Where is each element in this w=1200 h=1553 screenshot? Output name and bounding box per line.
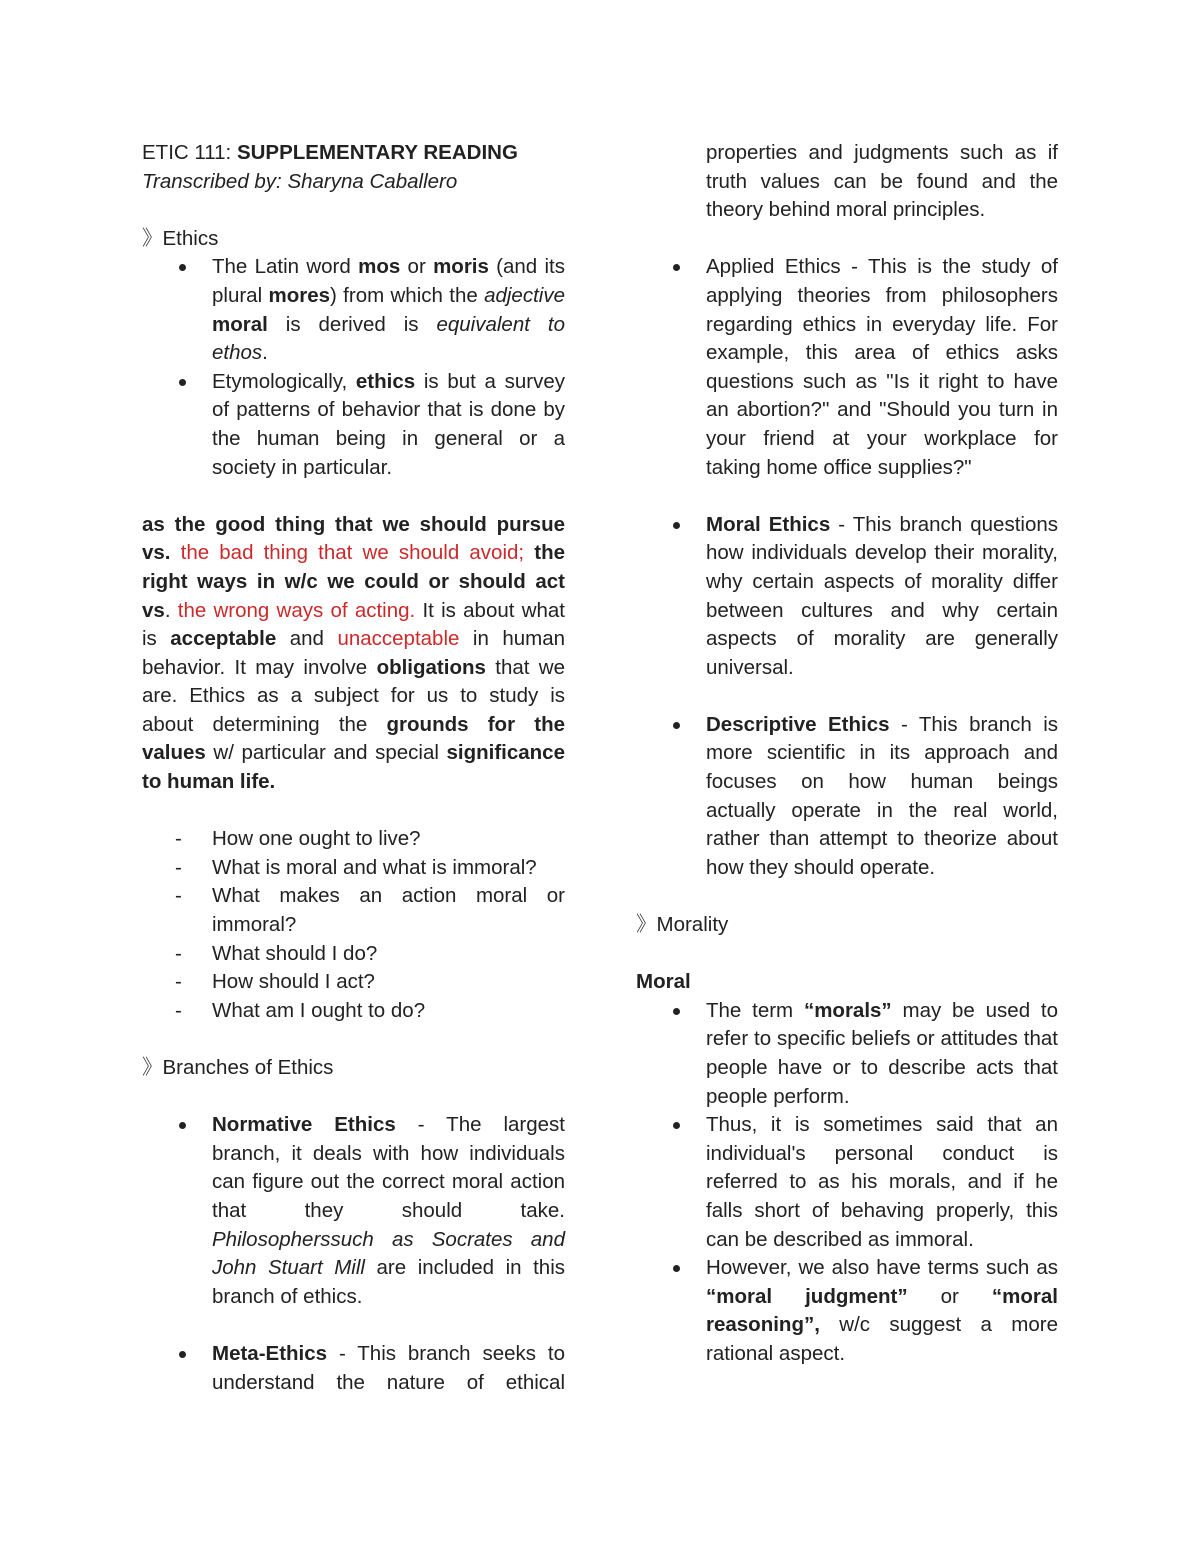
list-item-descriptive-ethics: Descriptive Ethics - This branch is more scientific in its approach and focuses on how human beings actually operate in the real world, rather than attempt to theorize about how they should operate. <box>636 711 1058 883</box>
questions-list <box>142 825 565 1025</box>
ethics-definition-paragraph: as the good thing that we should pursue vs. the bad thing that we should avoid; the right ways in w/c we could or should act vs. the wrong ways of acting. It is about what is acceptable and unacceptable in human behavior. It may involve obligations that we are. Ethics as a subject for us to study is about determining the grounds for the values w/ particular and special significance to human life. <box>142 512 566 794</box>
list-item: The Latin word mos or moris (and its plural mores) from which the adjective moral is derived is equivalent to ethos. <box>142 253 565 367</box>
branches-list-right-3 <box>636 711 1058 883</box>
left-column <box>142 139 565 1397</box>
ethics-bullet-list <box>142 253 565 482</box>
section-heading-branches: 》Branches of Ethics <box>142 1056 334 1079</box>
section-heading-morality: 》Morality <box>636 913 729 937</box>
right-column <box>636 139 1058 1369</box>
branches-list-left-2 <box>142 1340 565 1397</box>
list-item: The term “morals” may be used to refer to specific beliefs or attitudes that people have or to describe acts that people perform. <box>636 997 1058 1111</box>
list-item: - What makes an action moral or immoral? <box>142 882 565 939</box>
title-text: SUPPLEMENTARY READING <box>236 141 518 164</box>
course-code: ETIC 111: <box>142 141 232 164</box>
list-item-moral-ethics: Moral Ethics - This branch questions how individuals develop their morality, why certain aspects of morality differ between cultures and why certain aspects of morality are generally universal. <box>636 511 1058 683</box>
subheading-moral: Moral <box>636 970 691 994</box>
list-item: - What am I ought to do? <box>142 997 565 1026</box>
list-item: However, we also have terms such as “moral judgment” or “moral reasoning”, w/c suggest a more rational aspect. <box>636 1254 1058 1368</box>
list-item: Thus, it is sometimes said that an individual's personal conduct is referred to as his morals, and if he falls short of behaving properly, this can be described as immoral. <box>636 1111 1058 1254</box>
moral-bullet-list <box>636 997 1058 1369</box>
list-item: Etymologically, ethics is but a survey of patterns of behavior that is done by the human being in general or a society in particular. <box>142 368 565 482</box>
list-item: - What is moral and what is immoral? <box>142 854 565 883</box>
list-item: - How one ought to live? <box>142 825 565 854</box>
list-item-meta-ethics: Meta-Ethics - This branch seeks to understand the nature of ethical <box>142 1340 565 1397</box>
list-item: - How should I act? <box>142 968 565 997</box>
transcriber-line: Transcribed by: Sharyna Caballero <box>142 169 458 193</box>
list-item: - What should I do? <box>142 940 565 969</box>
branches-list-left <box>142 1111 565 1311</box>
branches-list-right-2 <box>636 511 1058 683</box>
list-item-applied-ethics: Applied Ethics - This is the study of applying theories from philosophers regarding ethics in everyday life. For example, this area of ethics asks questions such as "Is it right to have an abortion?" and "Should you turn in your friend at your workplace for taking home office supplies?" <box>636 253 1058 482</box>
page-title <box>142 139 565 168</box>
branches-list-right <box>636 253 1058 482</box>
list-item-normative-ethics: Normative Ethics - The largest branch, it deals with how individuals can figure out the correct moral action that they should take. Philosopherssuch as Socrates and John Stuart Mill are included in this branch of ethics. <box>142 1111 565 1311</box>
section-heading-ethics: 》Ethics <box>142 226 219 250</box>
meta-ethics-continuation: properties and judgments such as if truth values can be found and the theory behind moral principles. <box>706 141 1058 222</box>
